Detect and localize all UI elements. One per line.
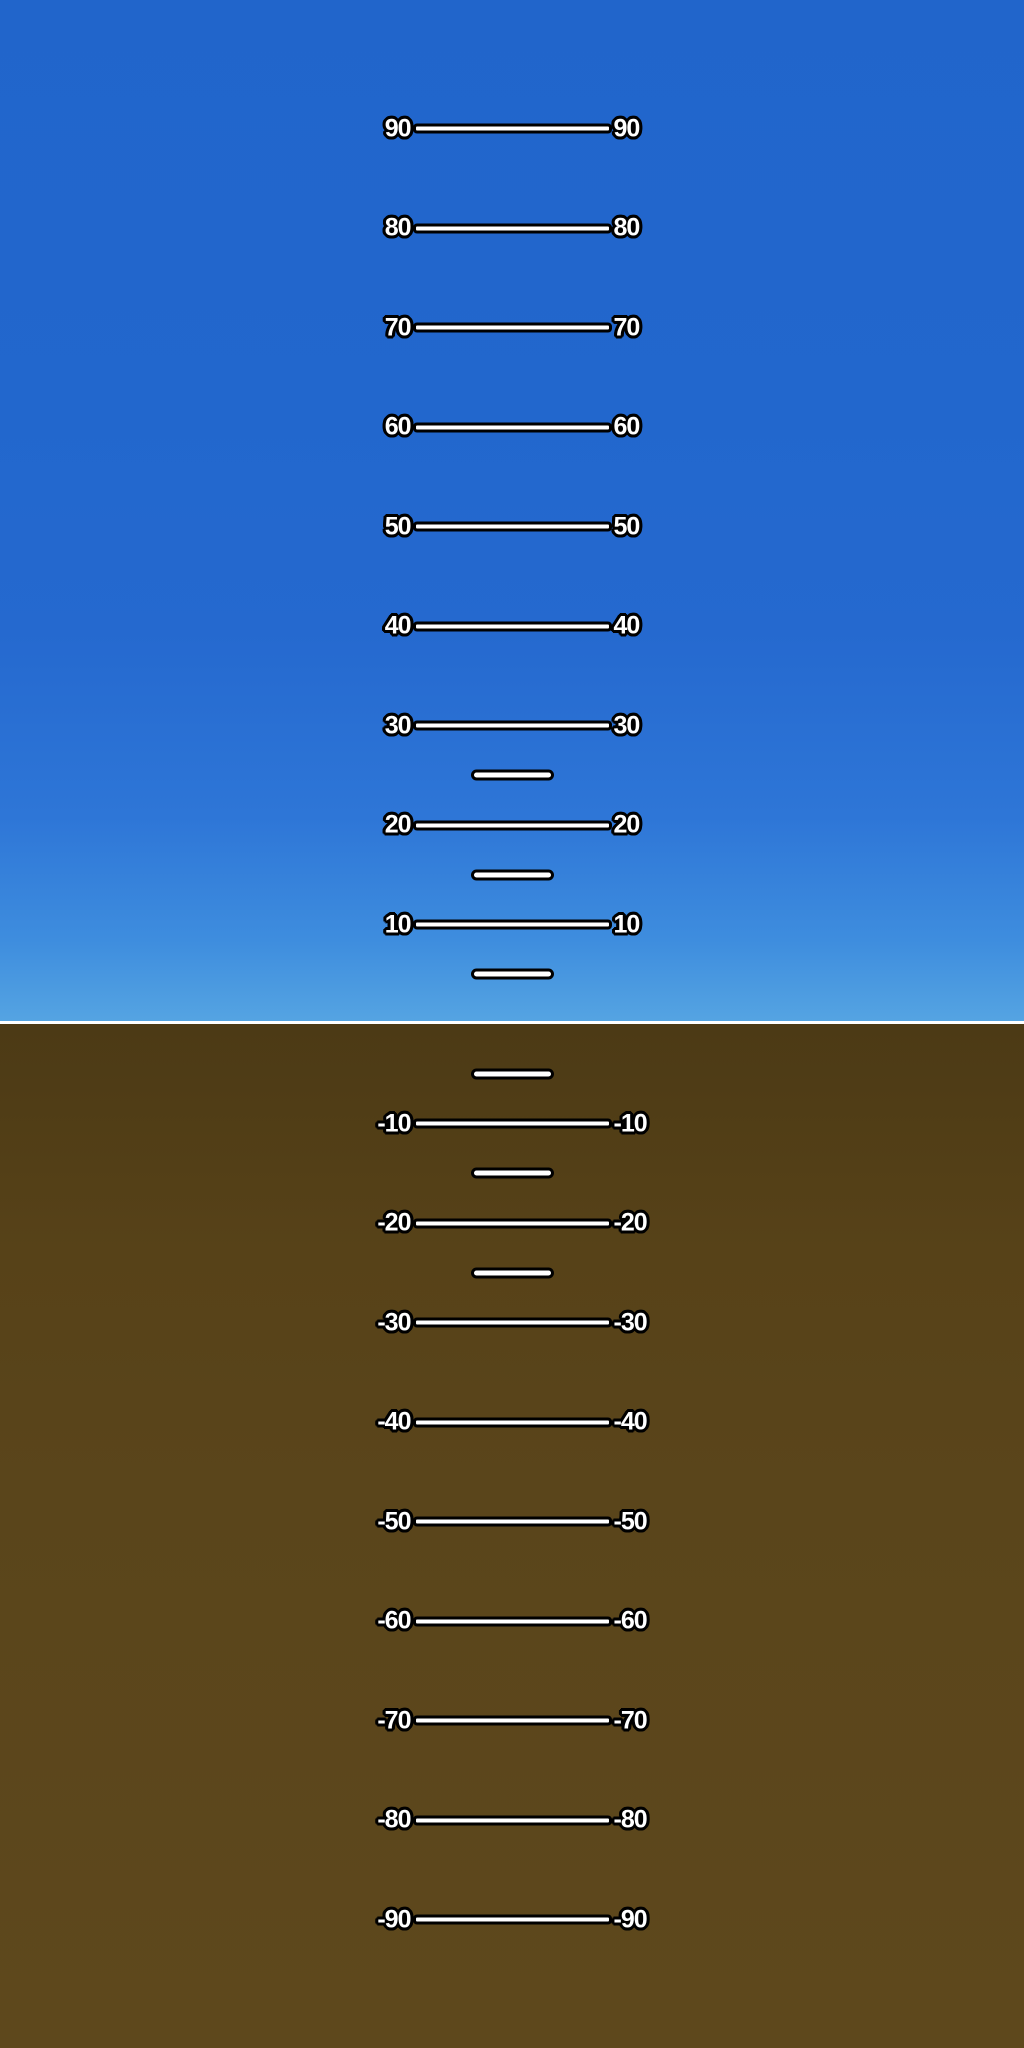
pitch-label-left: -30 bbox=[377, 1308, 411, 1336]
pitch-line-major bbox=[0, 1509, 1024, 1534]
pitch-line-bar bbox=[413, 422, 612, 432]
pitch-line-bar bbox=[413, 522, 612, 532]
pitch-line-major bbox=[0, 213, 1024, 242]
pitch-line-major bbox=[0, 912, 1024, 937]
pitch-label-left: -90 bbox=[377, 1905, 411, 1933]
pitch-line-major bbox=[0, 116, 1024, 141]
pitch-label-left: 20 bbox=[384, 810, 411, 839]
pitch-line-bar bbox=[413, 1318, 612, 1328]
pitch-label-right: 40 bbox=[613, 611, 640, 640]
pitch-line-bar bbox=[413, 1815, 612, 1825]
pitch-label-left: 30 bbox=[384, 711, 411, 739]
pitch-label-left: -50 bbox=[377, 1507, 411, 1535]
pitch-label-right: -20 bbox=[613, 1208, 647, 1237]
pitch-line-major bbox=[0, 315, 1024, 340]
pitch-line-minor bbox=[0, 969, 1024, 980]
pitch-line-bar bbox=[471, 869, 554, 880]
pitch-label-left: 90 bbox=[384, 114, 411, 142]
pitch-label-left: -20 bbox=[377, 1208, 411, 1237]
pitch-line-bar bbox=[471, 770, 554, 781]
pitch-line-bar bbox=[413, 1915, 612, 1925]
pitch-line-bar bbox=[413, 621, 612, 631]
pitch-line-bar bbox=[413, 920, 612, 930]
pitch-line-major bbox=[0, 514, 1024, 539]
pitch-line-major bbox=[0, 713, 1024, 738]
pitch-label-right: 30 bbox=[613, 711, 640, 739]
pitch-line-minor bbox=[0, 1267, 1024, 1278]
pitch-line-minor bbox=[0, 770, 1024, 781]
pitch-line-major bbox=[0, 1907, 1024, 1932]
pitch-label-right: 60 bbox=[613, 412, 640, 441]
pitch-line-bar bbox=[471, 1168, 554, 1179]
pitch-line-major bbox=[0, 1606, 1024, 1635]
pitch-line-major bbox=[0, 1310, 1024, 1335]
pitch-label-right: 70 bbox=[613, 313, 640, 341]
pitch-line-minor bbox=[0, 869, 1024, 880]
pitch-label-right: -80 bbox=[613, 1805, 647, 1834]
pitch-line-bar bbox=[413, 323, 612, 333]
pitch-label-left: -10 bbox=[377, 1109, 411, 1137]
pitch-line-minor bbox=[0, 1168, 1024, 1179]
pitch-label-left: 70 bbox=[384, 313, 411, 341]
pitch-label-right: 20 bbox=[613, 810, 640, 839]
pitch-line-major bbox=[0, 1708, 1024, 1733]
pitch-line-major bbox=[0, 611, 1024, 640]
pitch-label-right: 90 bbox=[613, 114, 640, 142]
pitch-label-right: -30 bbox=[613, 1308, 647, 1336]
pitch-line-bar bbox=[413, 223, 612, 233]
pitch-line-bar bbox=[413, 820, 612, 830]
pitch-line-bar bbox=[413, 1218, 612, 1228]
pitch-line-major bbox=[0, 1208, 1024, 1237]
pitch-label-left: 80 bbox=[384, 213, 411, 242]
pitch-line-bar bbox=[471, 969, 554, 980]
pitch-line-major bbox=[0, 1111, 1024, 1136]
pitch-line-bar bbox=[413, 721, 612, 731]
pitch-line-bar bbox=[413, 1417, 612, 1427]
pitch-label-right: 50 bbox=[613, 512, 640, 540]
pitch-line-minor bbox=[0, 1068, 1024, 1079]
pitch-label-left: -80 bbox=[377, 1805, 411, 1834]
pitch-line-bar bbox=[413, 1517, 612, 1527]
pitch-label-left: -40 bbox=[377, 1407, 411, 1436]
pitch-line-bar bbox=[413, 1716, 612, 1726]
pitch-label-right: 80 bbox=[613, 213, 640, 242]
pitch-line-major bbox=[0, 412, 1024, 441]
pitch-label-left: 40 bbox=[384, 611, 411, 640]
pitch-label-right: -60 bbox=[613, 1606, 647, 1635]
pitch-label-left: 50 bbox=[384, 512, 411, 540]
pitch-label-left: -70 bbox=[377, 1706, 411, 1734]
pitch-line-bar bbox=[413, 1616, 612, 1626]
pitch-label-right: -50 bbox=[613, 1507, 647, 1535]
pitch-line-bar bbox=[471, 1267, 554, 1278]
pitch-line-bar bbox=[413, 1119, 612, 1129]
pitch-line-major bbox=[0, 810, 1024, 839]
pitch-label-right: -70 bbox=[613, 1706, 647, 1734]
pitch-line-bar bbox=[413, 124, 612, 134]
pitch-label-right: -10 bbox=[613, 1109, 647, 1137]
pitch-label-right: -40 bbox=[613, 1407, 647, 1436]
pitch-line-major bbox=[0, 1805, 1024, 1834]
pitch-label-left: -60 bbox=[377, 1606, 411, 1635]
pitch-label-left: 10 bbox=[384, 910, 411, 938]
pitch-label-right: 10 bbox=[613, 910, 640, 938]
pitch-label-left: 60 bbox=[384, 412, 411, 441]
pitch-line-major bbox=[0, 1407, 1024, 1436]
pitch-line-bar bbox=[471, 1068, 554, 1079]
pitch-label-right: -90 bbox=[613, 1905, 647, 1933]
